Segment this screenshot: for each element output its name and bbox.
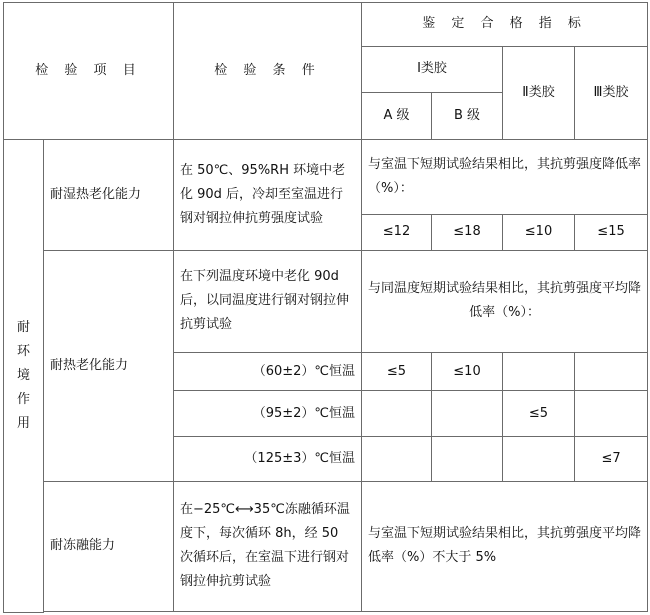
heat-60-a: ≤5 [362,352,432,390]
header-class1: Ⅰ类胶 [362,46,503,93]
heat-temp-95: （95±2）℃恒温 [174,391,362,437]
freeze-criteria: 与室温下短期试验结果相比，其抗剪强度平均降低率（%）不大于 5% [362,481,648,612]
header-grade-a: A 级 [362,93,432,140]
heat-temp-60: （60±2）℃恒温 [174,352,362,390]
heat-60-class3 [575,352,648,390]
humid-condition: 在 50℃、95%RH 环境中老化 90d 后，冷却至室温进行钢对钢拉伸抗剪强度试验 [174,140,362,251]
humid-value-b: ≤18 [432,214,503,250]
header-class2: Ⅱ类胶 [503,46,575,139]
header-class3: Ⅲ类胶 [575,46,648,139]
category-char: 环 [16,344,30,360]
humid-value-class2: ≤10 [503,214,575,250]
freeze-name: 耐冻融能力 [44,481,174,612]
heat-temp-125: （125±3）℃恒温 [174,436,362,481]
heat-name: 耐热老化能力 [44,251,174,481]
header-item: 检 验 项 目 [4,3,174,140]
heat-125-class2 [503,436,575,481]
humid-value-class3: ≤15 [575,214,648,250]
humid-criteria: 与室温下短期试验结果相比，其抗剪强度降低率（%）： [362,140,648,215]
heat-125-b [432,436,503,481]
header-criteria: 鉴 定 合 格 指 标 [362,3,648,47]
category-char: 用 [16,416,30,432]
category-label [4,140,44,613]
category-char: 作 [16,392,30,408]
heat-125-class3: ≤7 [575,436,648,481]
category-char: 境 [16,368,30,384]
heat-125-a [362,436,432,481]
heat-60-b: ≤10 [432,352,503,390]
environment-resistance-spec-table [3,2,648,613]
header-condition: 检 验 条 件 [174,3,362,140]
header-grade-b: B 级 [432,93,503,140]
humid-value-a: ≤12 [362,214,432,250]
heat-95-b [432,391,503,437]
category-char: 耐 [16,320,30,336]
heat-95-class3 [575,391,648,437]
heat-95-class2: ≤5 [503,391,575,437]
heat-condition: 在下列温度环境中老化 90d 后，以同温度进行钢对钢拉伸抗剪试验 [174,251,362,353]
heat-criteria: 与同温度短期试验结果相比，其抗剪强度平均降低率（%）： [362,251,648,353]
heat-60-class2 [503,352,575,390]
freeze-condition: 在−25℃⟷35℃冻融循环温度下，每次循环 8h，经 50 次循环后，在室温下进行钢对钢拉伸抗剪试验 [174,481,362,612]
heat-95-a [362,391,432,437]
humid-name: 耐湿热老化能力 [44,140,174,251]
